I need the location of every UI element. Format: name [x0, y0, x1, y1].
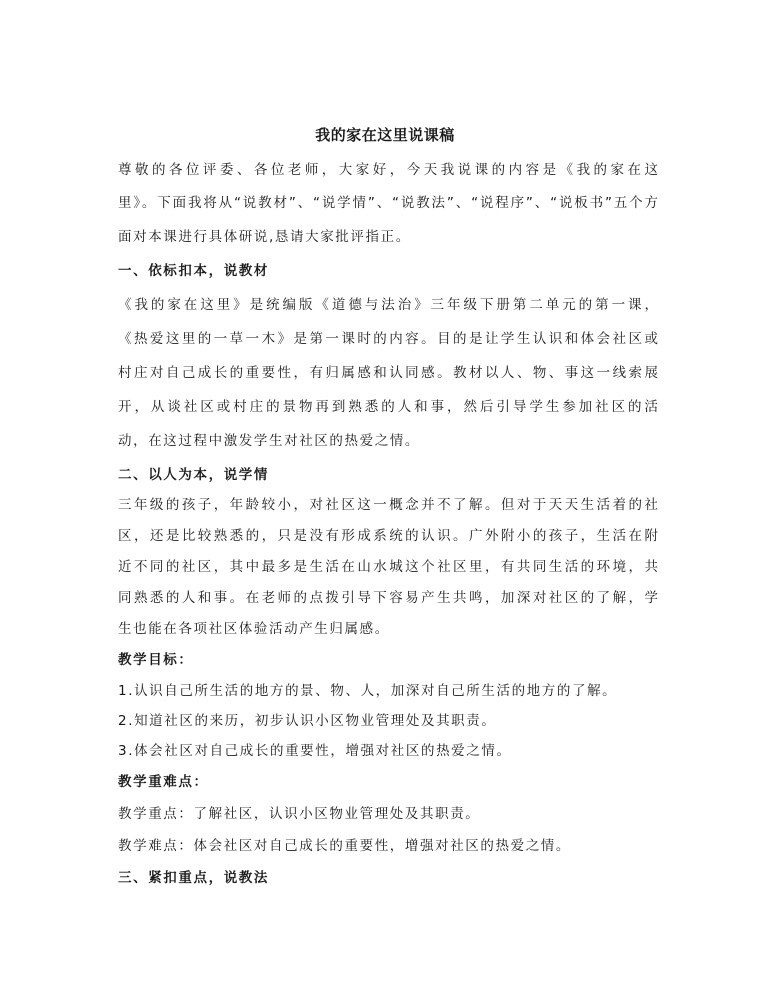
- paragraph-line: 区，还是比较熟悉的，只是没有形成系统的认识。广外附小的孩子，生活在附: [118, 528, 658, 544]
- subheading: 教学重难点：: [118, 774, 209, 790]
- paragraph-line: 三年级的孩子，年龄较小，对社区这一概念并不了解。但对于天天生活着的社: [118, 497, 658, 513]
- paragraph-line: 里》。下面我将从“说教材”、“说学情”、“说教法”、“说程序”、“说板书”五个方: [118, 195, 658, 211]
- paragraph-line: 开，从谈社区或村庄的景物再到熟悉的人和事，然后引导学生参加社区的活: [118, 399, 658, 415]
- paragraph-line: 教学难点：体会社区对自己成长的重要性，增强对社区的热爱之情。: [118, 838, 571, 854]
- objective-item: 3.体会社区对自己成长的重要性，增强对社区的热爱之情。: [118, 743, 512, 759]
- paragraph-line: 《我的家在这里》是统编版《道德与法治》三年级下册第二单元的第一课，: [118, 297, 658, 313]
- document-title: 我的家在这里说课稿: [315, 126, 455, 144]
- section-heading: 二、以人为本，说学情: [118, 467, 269, 483]
- paragraph-line: 同熟悉的人和事。在老师的点拨引导下容易产生共鸣，加深对社区的了解，学: [118, 590, 658, 606]
- objective-item: 2.知道社区的来历，初步认识小区物业管理处及其职责。: [118, 713, 497, 729]
- subheading: 教学目标：: [118, 652, 194, 668]
- paragraph-line: 村庄对自己成长的重要性，有归属感和认同感。教材以人、物、事这一线索展: [118, 365, 658, 381]
- paragraph-line: 面对本课进行具体研说,恳请大家批评指正。: [118, 229, 411, 245]
- paragraph-line: 《热爱这里的一草一木》是第一课时的内容。目的是让学生认识和体会社区或: [118, 331, 658, 347]
- paragraph-line: 近不同的社区，其中最多是生活在山水城这个社区里，有共同生活的环境，共: [118, 559, 658, 575]
- objective-item: 1.认识自己所生活的地方的景、物、人，加深对自己所生活的地方的了解。: [118, 683, 618, 699]
- paragraph-line: 生也能在各项社区体验活动产生归属感。: [118, 621, 390, 637]
- paragraph-line: 动，在这过程中激发学生对社区的热爱之情。: [118, 433, 420, 449]
- paragraph-line: 尊敬的各位评委、各位老师，大家好，今天我说课的内容是《我的家在这: [118, 162, 658, 178]
- paragraph-line: 教学重点：了解社区，认识小区物业管理处及其职责。: [118, 806, 481, 822]
- section-heading: 三、紧扣重点，说教法: [118, 870, 269, 886]
- section-heading: 一、依标扣本，说教材: [118, 263, 269, 279]
